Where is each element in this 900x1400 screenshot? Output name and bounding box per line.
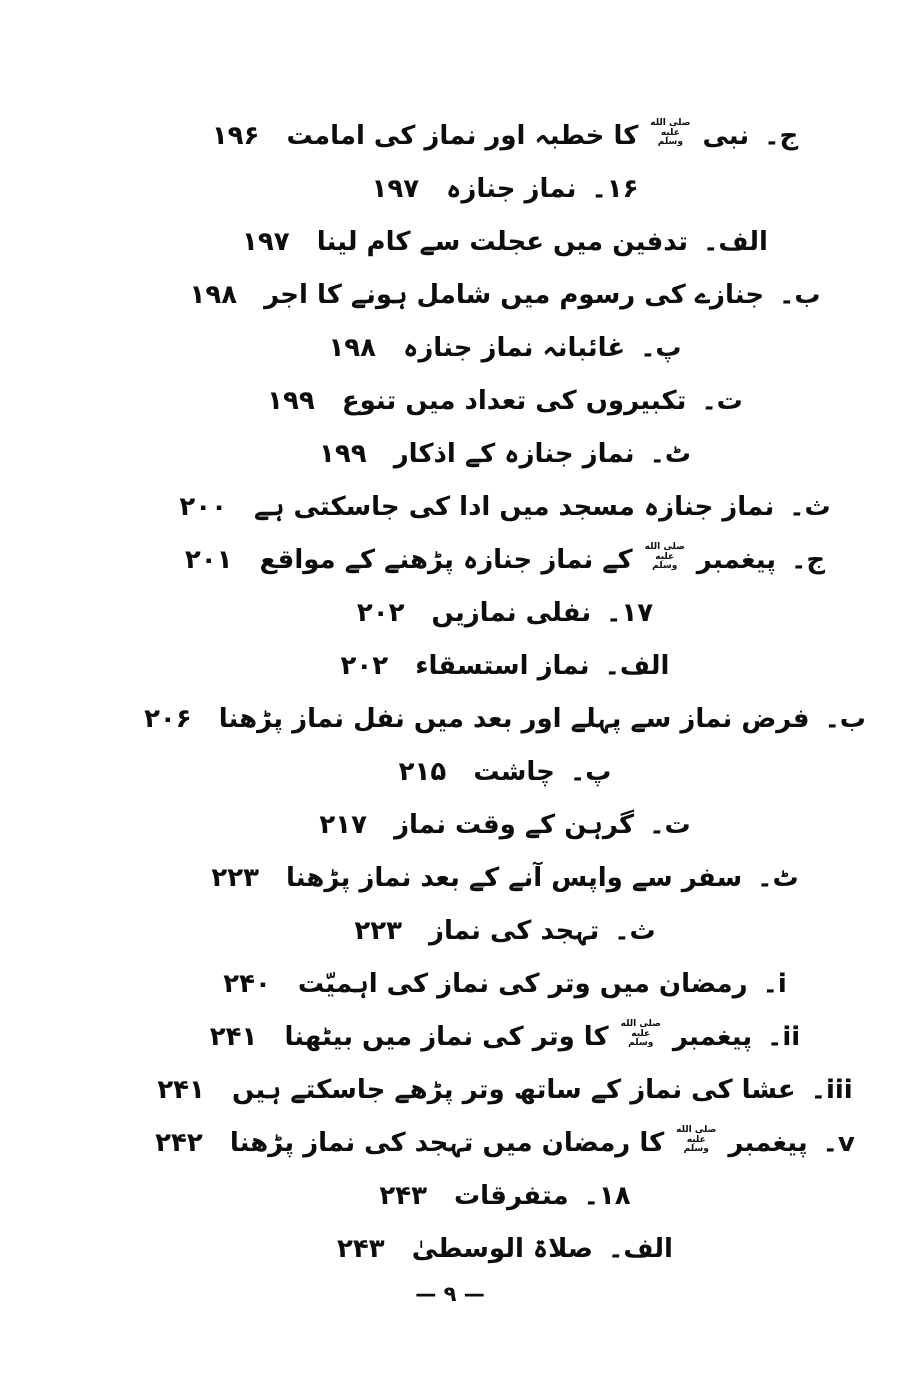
entry-title-pre: تکبیروں کی تعداد میں تنوع [341, 386, 687, 416]
entry-label: ت۔ [649, 810, 691, 840]
entry-page-number: ۲۰۰ [179, 492, 227, 522]
entry-page-number: ۲۰۲ [356, 598, 405, 628]
entry-title-pre: تہجد کی نماز [429, 916, 600, 946]
entry-title-pre: چاشت [473, 757, 555, 787]
entry-page-number: ۱۹۶ [211, 121, 260, 151]
entry-title [286, 118, 750, 151]
entry-title [255, 280, 764, 310]
entry-title-pre: عشا کی نماز کے ساتھ وتر پڑھے جاسکتے ہیں [231, 1075, 796, 1105]
entry-label: ۱۸۔ [583, 1181, 631, 1211]
entry-title-pre: غائبانہ نماز جنازہ [403, 333, 626, 363]
toc-entry [55, 1064, 900, 1117]
toc-entry [55, 693, 900, 746]
page-number-footer: — ۹ — [415, 1282, 485, 1306]
entry-title-pre: رمضان میں وتر کی نماز کی اہمیّت [297, 969, 748, 999]
entry-page-number: ۲۴۱ [209, 1022, 258, 1052]
entry-page-number: ۲۱۵ [398, 757, 447, 787]
entry-label: ۱۶۔ [591, 174, 639, 204]
entry-label: ث۔ [614, 916, 656, 946]
entry-title [210, 704, 810, 734]
entry-title-pre: تدفین میں عجلت سے کام لینا [316, 227, 689, 257]
toc-entry [55, 640, 900, 693]
toc-entry [55, 1223, 900, 1276]
toc-entry [55, 110, 900, 163]
entry-label: ب۔ [824, 704, 866, 734]
toc-entry [55, 587, 900, 640]
entry-label: ج۔ [791, 545, 826, 575]
entry-title [385, 439, 635, 469]
entry-label: الف۔ [604, 651, 670, 681]
entry-title [422, 598, 591, 628]
entry-title-pre: پیغمبر [672, 1022, 753, 1052]
entry-title-pre: متفرقات [454, 1181, 569, 1211]
entry-label: iii۔ [810, 1075, 853, 1105]
entry-page-number: ۱۹۸ [328, 333, 377, 363]
entry-title [420, 916, 599, 946]
entry-page-number: ۲۲۳ [354, 916, 402, 946]
entry-page-number: ۲۴۳ [379, 1181, 427, 1211]
entry-page-number: ۲۰۶ [144, 704, 192, 734]
entry-title-post: کا خطبہ اور نماز کی امامت [286, 121, 639, 151]
toc-entry [55, 163, 900, 216]
entry-label: ب۔ [779, 280, 821, 310]
honorific-mark: صلى الله عليه وسلم [676, 1125, 717, 1155]
entry-page-number: ۲۱۷ [319, 810, 368, 840]
entry-page-number: ۲۰۱ [184, 545, 233, 575]
entry-title-pre: پیغمبر [696, 545, 777, 575]
entry-page-number: ۱۹۸ [189, 280, 238, 310]
toc-entry [55, 269, 900, 322]
entry-label: ج۔ [764, 121, 799, 151]
entry-title-post: کے نماز جنازہ پڑھنے کے مواقع [259, 545, 633, 575]
entry-label: i۔ [762, 969, 787, 999]
entry-label: پ۔ [640, 333, 682, 363]
entry-page-number: ۲۴۱ [157, 1075, 205, 1105]
entry-title-pre: سفر سے واپس آنے کے بعد نماز پڑھنا [286, 863, 743, 893]
entry-page-number: ۱۹۹ [267, 386, 315, 416]
entry-title [284, 1019, 753, 1052]
toc-entry [55, 375, 900, 428]
entry-title [308, 227, 688, 257]
entry-page-number: ۱۹۷ [242, 227, 290, 257]
entry-label: v۔ [822, 1128, 855, 1158]
entry-title-pre: نماز استسقاء [415, 651, 590, 681]
toc-entry [55, 322, 900, 375]
entry-page-number: ۲۰۲ [340, 651, 389, 681]
entry-title-pre: نبی [702, 121, 750, 151]
entry-title [385, 810, 634, 840]
toc-entry [55, 905, 900, 958]
entry-title [394, 333, 625, 363]
entry-title [277, 863, 742, 893]
entry-title [406, 651, 589, 681]
toc-entry [55, 852, 900, 905]
entry-page-number: ۲۴۲ [155, 1128, 203, 1158]
toc-entry [55, 958, 900, 1011]
toc-entry [55, 799, 900, 852]
toc-entry [55, 216, 900, 269]
entry-label: ٹ۔ [757, 863, 799, 893]
entry-label: ٹ۔ [649, 439, 691, 469]
entry-title [229, 1125, 808, 1158]
toc-entry [55, 428, 900, 481]
entry-title-pre: فرض نماز سے پہلے اور بعد میں نفل نماز پڑھنا [218, 704, 810, 734]
entry-title-pre: گرہن کے وقت نماز [394, 810, 635, 840]
entry-label: الف۔ [608, 1234, 673, 1264]
entry-page-number: ۲۴۳ [337, 1234, 385, 1264]
entry-title-pre: نماز جنازہ [446, 174, 577, 204]
entry-label: ۱۷۔ [606, 598, 654, 628]
honorific-mark: صلى الله عليه وسلم [650, 118, 691, 148]
entry-page-number: ۲۴۰ [223, 969, 271, 999]
entry-title [445, 1181, 569, 1211]
entry-title [259, 542, 777, 575]
entry-page-number: ۱۹۷ [371, 174, 420, 204]
entry-label: پ۔ [569, 757, 612, 787]
table-of-contents [55, 0, 900, 1276]
toc-entry [55, 1011, 900, 1064]
entry-label: الف۔ [703, 227, 768, 257]
entry-title-post: کا وتر کی نماز میں بیٹھنا [284, 1022, 609, 1052]
entry-title [289, 969, 748, 999]
entry-page-number: ۱۹۹ [319, 439, 367, 469]
entry-title [333, 386, 687, 416]
entry-label: ت۔ [701, 386, 743, 416]
entry-title [223, 1075, 796, 1105]
entry-title-pre: نفلی نمازیں [431, 598, 592, 628]
entry-page-number: ۲۲۳ [211, 863, 259, 893]
toc-entry [55, 534, 900, 587]
honorific-mark: صلى الله عليه وسلم [644, 542, 685, 572]
toc-entry [55, 746, 900, 799]
entry-label: ث۔ [789, 492, 831, 522]
toc-entry [55, 1170, 900, 1223]
entry-title-pre: نماز جنازہ مسجد میں ادا کی جاسکتی ہے [254, 492, 775, 522]
toc-entry [55, 481, 900, 534]
entry-title [464, 757, 555, 787]
entry-title-pre: نماز جنازہ کے اذکار [393, 439, 635, 469]
honorific-mark: صلى الله عليه وسلم [620, 1019, 661, 1049]
entry-title-pre: صلاۃ الوسطیٰ [411, 1234, 594, 1264]
entry-title-pre: جنازے کی رسوم میں شامل ہونے کا اجر [264, 280, 765, 310]
entry-title [245, 492, 774, 522]
entry-title-post: کا رمضان میں تہجد کی نماز پڑھنا [229, 1128, 665, 1158]
entry-title-pre: پیغمبر [728, 1128, 808, 1158]
entry-title [437, 174, 576, 204]
entry-title [403, 1234, 593, 1264]
toc-entry [55, 1117, 900, 1170]
entry-label: ii۔ [767, 1022, 801, 1052]
